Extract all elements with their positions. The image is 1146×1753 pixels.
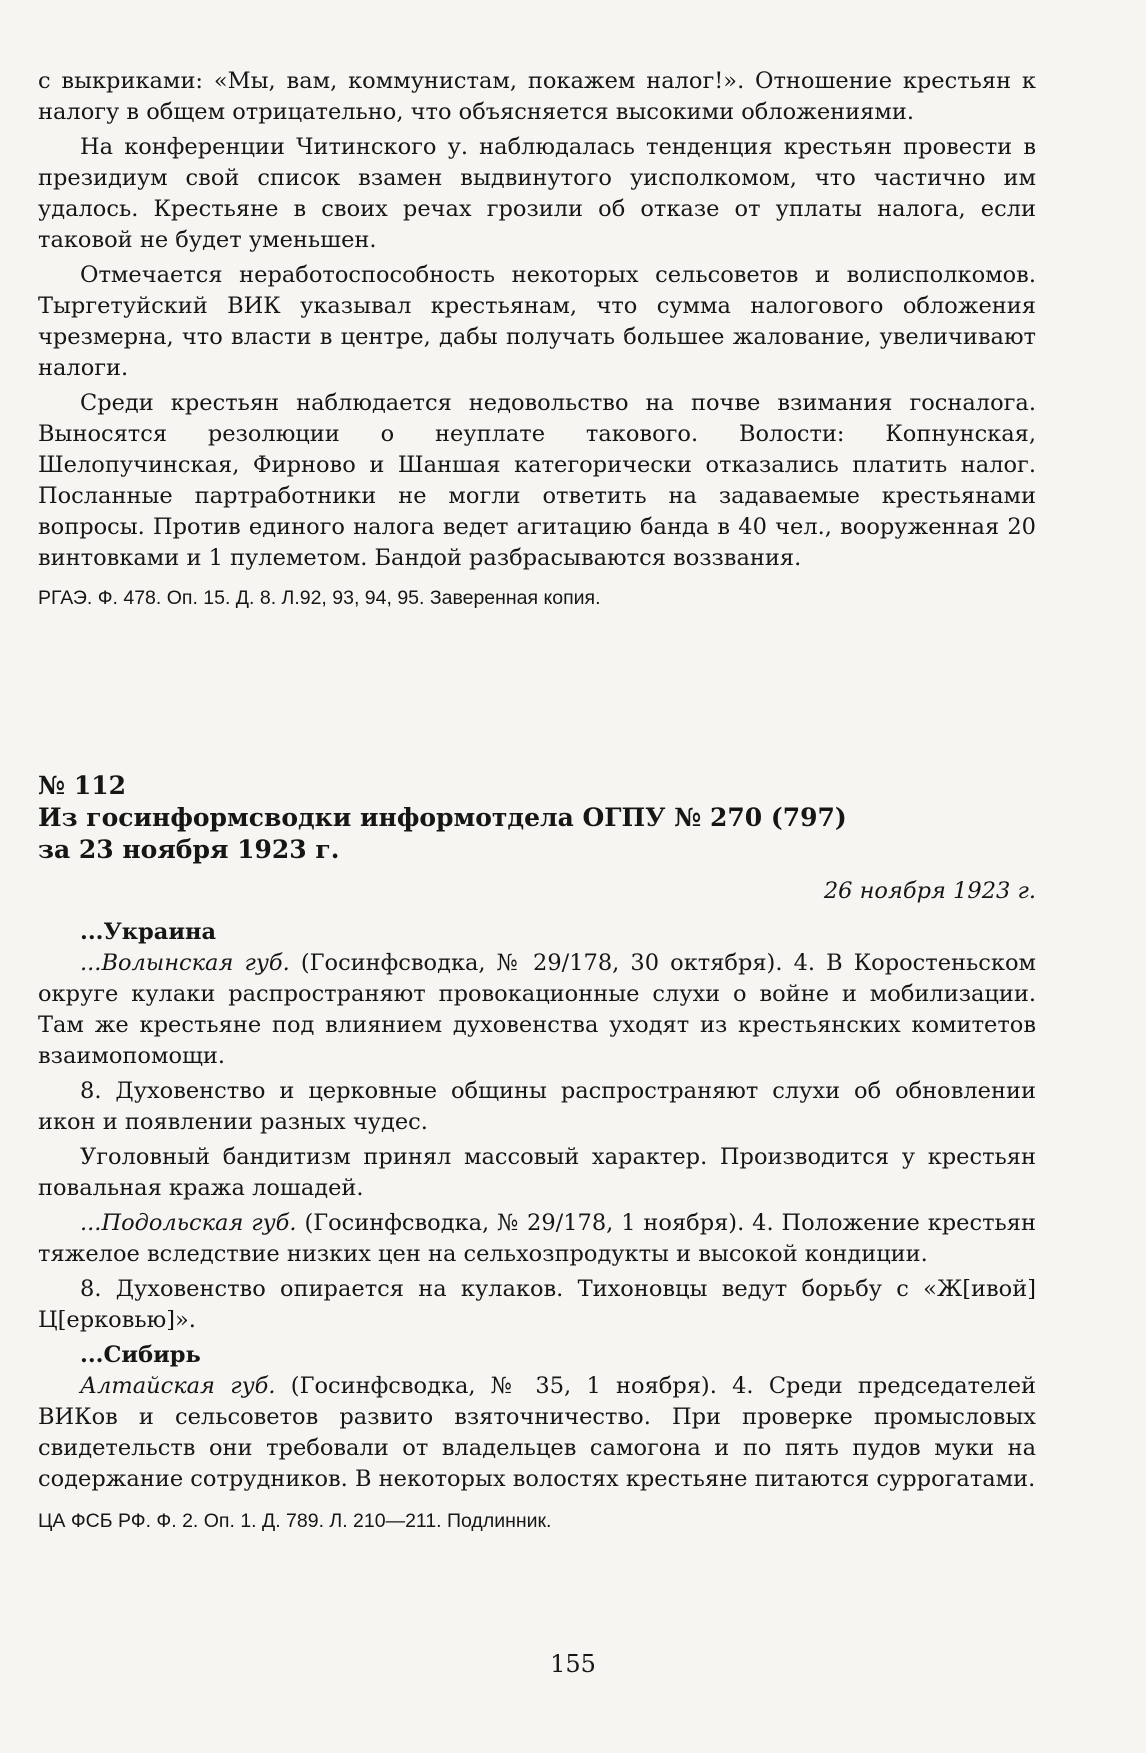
paragraph-clergy-kulaks: 8. Духовенство опирается на кулаков. Тихоновцы ведут борьбу с «Ж[ивой] Ц[ерковью]».	[38, 1276, 1036, 1333]
region-heading-ukraine: ...Украина	[80, 919, 217, 945]
archive-source-1: РГАЭ. Ф. 478. Оп. 15. Д. 8. Л.92, 93, 94, 95. Заверенная копия.	[38, 587, 601, 609]
document-title-line1: Из госинформсводки информотдела ОГПУ № 270 (797)	[38, 803, 847, 832]
volyn-province-name: ...Волынская губ.	[80, 950, 290, 976]
altai-province-name: Алтайская губ.	[80, 1373, 276, 1399]
paragraph-clergy-rumors: 8. Духовенство и церковные общины распространяют слухи об обновлении икон и появлении разных чудес.	[38, 1078, 1036, 1135]
archive-source-2: ЦА ФСБ РФ. Ф. 2. Оп. 1. Д. 789. Л. 210—211. Подлинник.	[38, 1510, 552, 1532]
paragraph-tax-discontent: Среди крестьян наблюдается недовольство на почве взимания госналога. Выносятся резолюции о неуплате такового. Волости: Копнунская, Шелопучинская, Фирново и Шаншая категорически отказались платить налог. Посланные партработники не могли ответить на задаваемые крестьянами вопросы. Против единого налога ведет агитацию банда в 40 чел., вооруженная 20 винтовками и 1 пулеметом. Бандой разбрасываются воззвания.	[38, 390, 1036, 571]
paragraph-volyn	[38, 948, 1036, 1072]
paragraph-chita-conference: На конференции Читинского у. наблюдалась тенденция крестьян провести в президиум свой список взамен выдвинутого уисполкомом, что частично им удалось. Крестьяне в своих речах грозили об отказе от уплаты налога, если таковой не будет уменьшен.	[38, 134, 1036, 253]
paragraph-village-councils: Отмечается неработоспособность некоторых сельсоветов и волисполкомов. Тыргетуйский ВИК указывал крестьянам, что сумма налогового обложения чрезмерна, что власти в центре, дабы получать большее жалование, увеличивают налоги.	[38, 262, 1036, 381]
text-block-continuation	[38, 66, 1036, 612]
document-title-line2: за 23 ноября 1923 г.	[38, 835, 340, 864]
podolsk-province-name: ...Подольская губ.	[80, 1210, 297, 1236]
volyn-text: (Госинфсводка, № 29/178, 30 октября). 4. В Коростеньском округе кулаки распространяют провокационные слухи о войне и мобилизации. Там же крестьяне под влиянием духовенства уходят из крестьянских комитетов взаимопомощи.	[38, 950, 1036, 1069]
podolsk-text: (Госинфсводка, № 29/178, 1 ноября). 4. Положение крестьян тяжелое вследствие низких цен на сельхозпродукты и высокой кондиции.	[38, 1210, 1036, 1267]
document-number: № 112	[38, 771, 127, 800]
document-date: 26 ноября 1923 г.	[823, 878, 1036, 904]
paragraph-altai	[38, 1371, 1036, 1495]
document-body	[38, 917, 1036, 1535]
altai-text: (Госинфсводка, № 35, 1 ноября). 4. Среди председателей ВИКов и сельсоветов развито взяточничество. При проверке промысловых свидетельств они требовали от владельцев самогона и по пять пудов муки на содержание сотрудников. В некоторых волостях крестьяне питаются суррогатами.	[38, 1373, 1037, 1492]
paragraph-podolsk	[38, 1208, 1036, 1270]
page-number: 155	[550, 1650, 596, 1678]
document-header	[38, 770, 1036, 907]
paragraph-banditry: Уголовный бандитизм принял массовый характер. Производится у крестьян повальная кража лошадей.	[38, 1144, 1036, 1201]
paragraph-intro: с выкриками: «Мы, вам, коммунистам, покажем налог!». Отношение крестьян к налогу в общем отрицательно, что объясняется высокими обложениями.	[38, 68, 1036, 125]
region-heading-siberia: ...Сибирь	[80, 1342, 201, 1368]
